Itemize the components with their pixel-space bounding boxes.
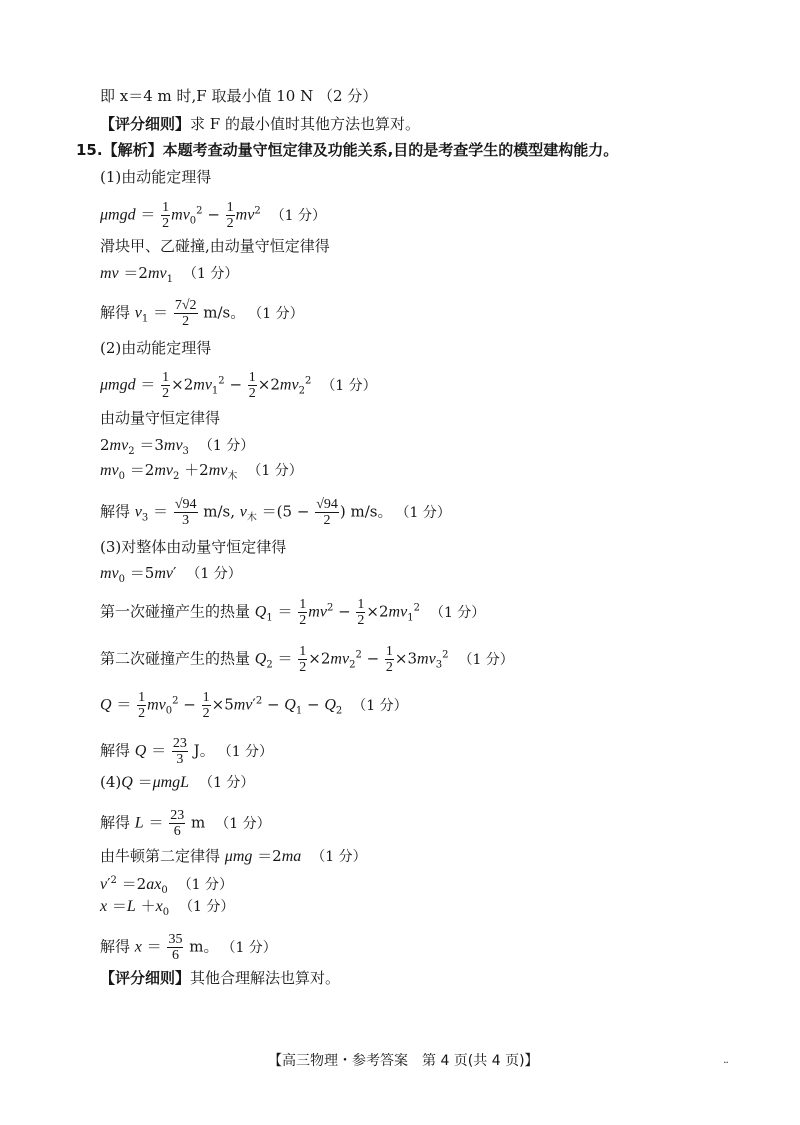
analysis-tag: 【解析】	[102, 141, 163, 159]
Q-fraction: $\frac{23}{3}$	[172, 736, 187, 767]
grading-text: 其他合理解法也算对。	[190, 969, 341, 987]
part-2-heading: (2)由动能定理得	[100, 339, 212, 357]
points-label: （1 分）	[224, 743, 274, 760]
points-label: （1 分）	[186, 566, 242, 582]
points-label: （1 分）	[270, 207, 327, 224]
points-label: （1 分）	[215, 815, 271, 832]
part-3-heading: (3)对整体由动量守恒定律得	[100, 538, 287, 556]
v1-fraction: $\frac{7√2}{2}$	[174, 298, 197, 329]
grading-tag: 【评分细则】	[100, 969, 191, 987]
line-min-force: 即 x＝4 m 时,F 取最小值 10 N （2 分）	[100, 87, 378, 105]
points-label: （1 分）	[247, 463, 303, 479]
eq-kinematics-1: $v'^2 =2ax_0$ （1 分）	[100, 875, 234, 896]
solve-label: 解得	[100, 741, 131, 760]
grading-text: 求 F 的最小值时其他方法也算对。	[190, 115, 420, 133]
grading-note-2	[100, 968, 340, 988]
points-label: （1 分）	[198, 438, 255, 454]
L-fraction: $\frac{23}{6}$	[170, 808, 185, 839]
eq-solve-Q: 解得 Q ＝ $\frac{23}{3}$ J。 （1 分）	[100, 736, 274, 767]
question-15-header	[76, 140, 618, 160]
grading-tag: 【评分细则】	[100, 115, 191, 133]
newton-label: 由牛顿第二定律得	[100, 847, 221, 865]
eq-part-4: (4)Q ＝μmgL （1 分）	[100, 773, 255, 791]
eq-energy-2: μmgd ＝ $\frac{1}{2}$ $\times 2mv_1^2$ − $\frac{1}{2}$ $\times 2mv_2^2$ （1 分）	[100, 370, 377, 401]
vwood-fraction: $\frac{√94}{2}$	[316, 497, 338, 528]
points-label: （1 分）	[352, 697, 408, 714]
points-label: （1 分）	[228, 939, 277, 956]
eq-momentum-3: $mv_0 =2mv_2 +2mv_木$ （1 分）	[100, 461, 303, 482]
collision-text: 滑块甲、乙碰撞,由动量守恒定律得	[100, 237, 330, 255]
eq-total-momentum: $mv_0 =5mv'$ （1 分）	[100, 564, 242, 585]
points-label: （1 分）	[255, 305, 304, 322]
eq-solve-x: 解得 x ＝ $\frac{35}{6}$ m。 （1 分）	[100, 932, 277, 963]
eq-newton: 由牛顿第二定律得 μmg ＝2ma （1 分）	[100, 847, 367, 865]
eq-solve-L: 解得 L ＝ $\frac{23}{6}$ m （1 分）	[100, 808, 271, 839]
heat2-label: 第二次碰撞产生的热量	[100, 649, 251, 668]
points-label: （1 分）	[458, 651, 514, 668]
part-1-heading: (1)由动能定理得	[100, 168, 212, 186]
v3-fraction: $\frac{√94}{3}$	[174, 497, 197, 528]
eq-kinematics-2: $x =L +x_0$ （1 分）	[100, 897, 235, 918]
points-label: （1 分）	[199, 775, 255, 791]
solve-label: 解得	[100, 502, 131, 521]
points-label: （1 分）	[177, 877, 234, 893]
eq-momentum-2: $2mv_2 =3mv_3$ （1 分）	[100, 436, 255, 457]
points-label: （1 分）	[321, 377, 377, 394]
eq-energy-1: μmgd ＝ $\frac{1}{2}$ $mv_0^2$ − $\frac{1}{2}$ $mv^2$ （1 分）	[100, 200, 327, 231]
eq-momentum-1: mv $=2mv_1$ （1 分）	[100, 264, 239, 285]
points-label: （1 分）	[402, 504, 451, 521]
page-mark: ¨	[723, 1060, 729, 1074]
page-footer: 【高三物理・参考答案 第 4 页(共 4 页)】	[268, 1053, 539, 1069]
momentum-text: 由动量守恒定律得	[100, 409, 221, 427]
heat1-label: 第一次碰撞产生的热量	[100, 602, 251, 621]
points-label: （1 分）	[311, 849, 367, 865]
points-label: （1 分）	[183, 266, 239, 282]
solve-label: 解得	[100, 937, 131, 956]
points-label: （1 分）	[179, 899, 235, 915]
eq-solve-v3: 解得 $v_3$ ＝ $\frac{√94}{3}$ m/s, $v_木 =(5$ − $\frac{√94}{2}$ ) m/s。 （1 分）	[100, 497, 451, 528]
solve-label: 解得	[100, 303, 131, 322]
analysis-text: 本题考查动量守恒定律及功能关系,目的是考查学生的模型建构能力。	[162, 141, 619, 159]
solve-label: 解得	[100, 813, 131, 832]
eq-heat-2: 第二次碰撞产生的热量 $Q_2$ ＝ $\frac{1}{2}$ $\times 2mv_2^2$ − $\frac{1}{2}$ $\times 3mv_3^2$ （1 分）	[100, 644, 514, 675]
eq-total-heat: Q ＝ $\frac{1}{2}$ $mv_0^2$ − $\frac{1}{2}$ $\times 5mv'^2 - Q_1 - Q_2$ （1 分）	[100, 690, 408, 721]
x-fraction: $\frac{35}{6}$	[168, 932, 183, 963]
points-label: （1 分）	[429, 604, 486, 621]
eq-heat-1: 第一次碰撞产生的热量 $Q_1$ ＝ $\frac{1}{2}$ $mv^2$ − $\frac{1}{2}$ $\times 2mv_1^2$ （1 分）	[100, 597, 486, 628]
question-number: 15.	[76, 141, 103, 159]
grading-note-1	[100, 114, 420, 134]
eq-solve-v1: 解得 $v_1$ ＝ $\frac{7√2}{2}$ m/s。 （1 分）	[100, 298, 304, 329]
